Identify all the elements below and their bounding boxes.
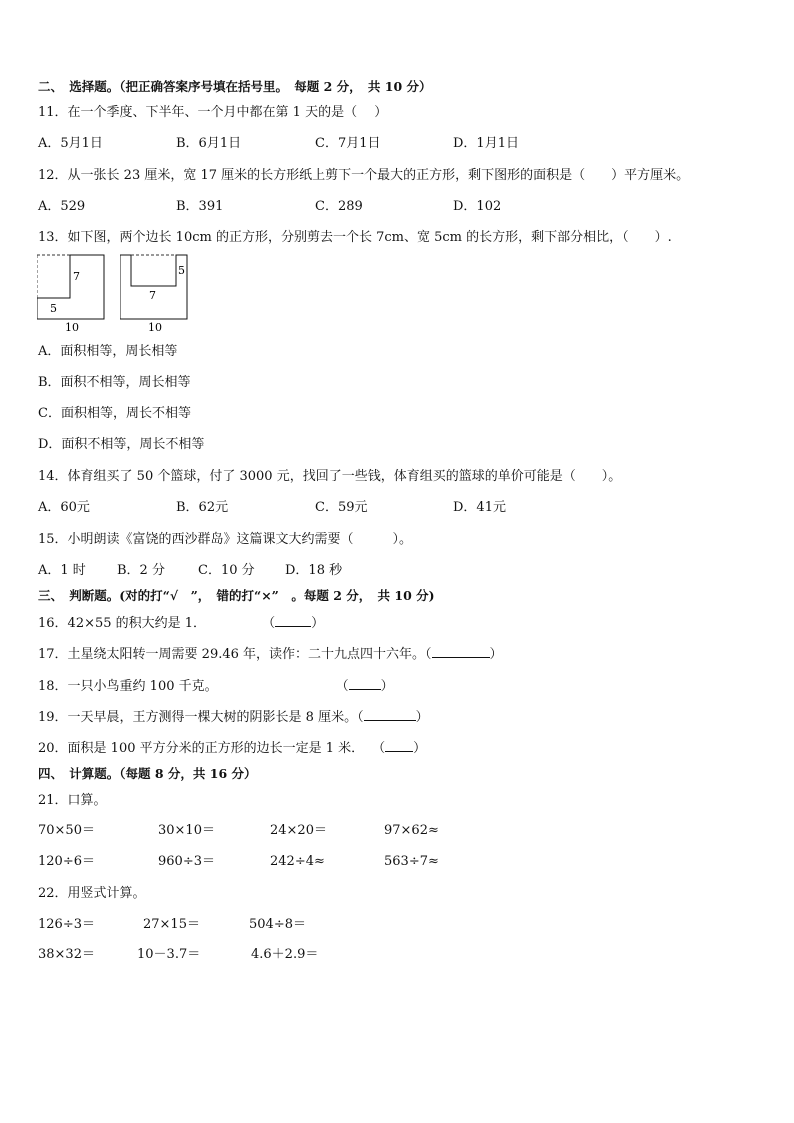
q13-figure-1 bbox=[37, 252, 109, 334]
q15-option-d: D．18 秒 bbox=[285, 563, 343, 578]
q15-option-a: A．1 时 bbox=[38, 563, 86, 578]
q17-text: 17．土星绕太阳转一周需要 29.46 年，读作：二十九点四十六年。 bbox=[38, 647, 426, 662]
q21-item-2: 30×10＝ bbox=[158, 823, 215, 838]
question-21: 21．口算。 bbox=[38, 793, 107, 808]
q22-item-6: 4.6＋2.9＝ bbox=[251, 947, 319, 962]
q20-answer-blank[interactable] bbox=[385, 739, 413, 752]
question-12: 12．从一张长 23 厘米，宽 17 厘米的长方形纸上剪下一个最大的正方形，剩下图形的面积是（ ）平方厘米。 bbox=[38, 168, 690, 183]
q22-item-3: 504÷8＝ bbox=[249, 917, 306, 932]
q19-text: 19．一天早晨，王方测得一棵大树的阴影长是 8 厘米。 bbox=[38, 710, 358, 725]
q20-text: 20．面积是 100 平方分米的正方形的边长一定是 1 米． bbox=[38, 741, 365, 756]
q21-item-8: 563÷7≈ bbox=[384, 854, 439, 869]
q11-option-b: B．6月1日 bbox=[176, 136, 242, 151]
fig1-label-7: 7 bbox=[73, 270, 80, 283]
fig2-label-7: 7 bbox=[149, 289, 156, 302]
question-20: 20．面积是 100 平方分米的正方形的边长一定是 1 米． （ ） bbox=[38, 741, 427, 756]
q11-option-d: D．1月1日 bbox=[453, 136, 519, 151]
fig1-label-10: 10 bbox=[65, 321, 79, 334]
q11-option-a: A．5月1日 bbox=[38, 136, 103, 151]
q22-item-2: 27×15＝ bbox=[143, 917, 200, 932]
q17-answer-blank[interactable] bbox=[432, 645, 490, 658]
q14-option-c: C．59元 bbox=[315, 500, 368, 515]
q21-item-5: 120÷6＝ bbox=[38, 854, 95, 869]
q19-answer-blank[interactable] bbox=[364, 708, 416, 721]
q12-option-b: B．391 bbox=[176, 199, 224, 214]
q14-option-a: A．60元 bbox=[38, 500, 90, 515]
q13-option-a: A．面积相等，周长相等 bbox=[38, 344, 178, 359]
question-17: 17．土星绕太阳转一周需要 29.46 年，读作：二十九点四十六年。（ ） bbox=[38, 647, 503, 662]
fig1-label-5: 5 bbox=[50, 302, 57, 315]
section-3-title: 三、 判断题。(对的打“√ ”， 错的打“×” 。每题 2 分， 共 10 分) bbox=[38, 588, 435, 603]
question-22: 22．用竖式计算。 bbox=[38, 886, 146, 901]
q22-item-1: 126÷3＝ bbox=[38, 917, 95, 932]
q21-item-4: 97×62≈ bbox=[384, 823, 439, 838]
q18-text: 18．一只小鸟重约 100 千克。 bbox=[38, 679, 218, 694]
q16-text: 16．42×55 的积大约是 1． bbox=[38, 616, 207, 631]
q13-figure-2 bbox=[120, 252, 192, 334]
question-11: 11．在一个季度、下半年、一个月中都在第 1 天的是（ ） bbox=[38, 105, 388, 120]
q12-option-a: A．529 bbox=[38, 199, 86, 214]
question-14: 14．体育组买了 50 个篮球，付了 3000 元，找回了一些钱，体育组买的篮球的单价可能是（ ）。 bbox=[38, 469, 622, 484]
q11-option-c: C．7月1日 bbox=[315, 136, 381, 151]
question-19: 19．一天早晨，王方测得一棵大树的阴影长是 8 厘米。（ ） bbox=[38, 710, 429, 725]
q22-item-5: 10－3.7＝ bbox=[137, 947, 201, 962]
q12-option-d: D．102 bbox=[453, 199, 502, 214]
question-18: 18．一只小鸟重约 100 千克。 （ ） bbox=[38, 679, 394, 694]
q13-option-d: D．面积不相等，周长不相等 bbox=[38, 437, 205, 452]
q22-item-4: 38×32＝ bbox=[38, 947, 95, 962]
question-13: 13．如下图，两个边长 10cm 的正方形，分别剪去一个长 7cm、宽 5cm 的长方形，剩下部分相比，（ ）. bbox=[38, 230, 672, 245]
question-16: 16．42×55 的积大约是 1． （ ） bbox=[38, 616, 325, 631]
q14-option-d: D．41元 bbox=[453, 500, 506, 515]
q21-item-6: 960÷3＝ bbox=[158, 854, 215, 869]
section-4-title: 四、 计算题。（每题 8 分，共 16 分） bbox=[38, 766, 257, 781]
q15-option-c: C．10 分 bbox=[198, 563, 255, 578]
q12-option-c: C．289 bbox=[315, 199, 363, 214]
section-2-title: 二、 选择题。（把正确答案序号填在括号里。 每题 2 分， 共 10 分） bbox=[38, 79, 432, 94]
q18-answer-blank[interactable] bbox=[349, 677, 381, 690]
q14-option-b: B．62元 bbox=[176, 500, 229, 515]
q21-item-3: 24×20＝ bbox=[270, 823, 327, 838]
q15-option-b: B．2 分 bbox=[117, 563, 165, 578]
q13-option-c: C．面积相等，周长不相等 bbox=[38, 406, 191, 421]
q13-option-b: B．面积不相等，周长相等 bbox=[38, 375, 191, 390]
question-15: 15．小明朗读《富饶的西沙群岛》这篇课文大约需要（ ）。 bbox=[38, 532, 413, 547]
q21-item-1: 70×50＝ bbox=[38, 823, 95, 838]
fig2-label-10: 10 bbox=[148, 321, 162, 334]
q16-answer-blank[interactable] bbox=[275, 614, 311, 627]
q21-item-7: 242÷4≈ bbox=[270, 854, 325, 869]
fig2-label-5: 5 bbox=[178, 264, 185, 277]
